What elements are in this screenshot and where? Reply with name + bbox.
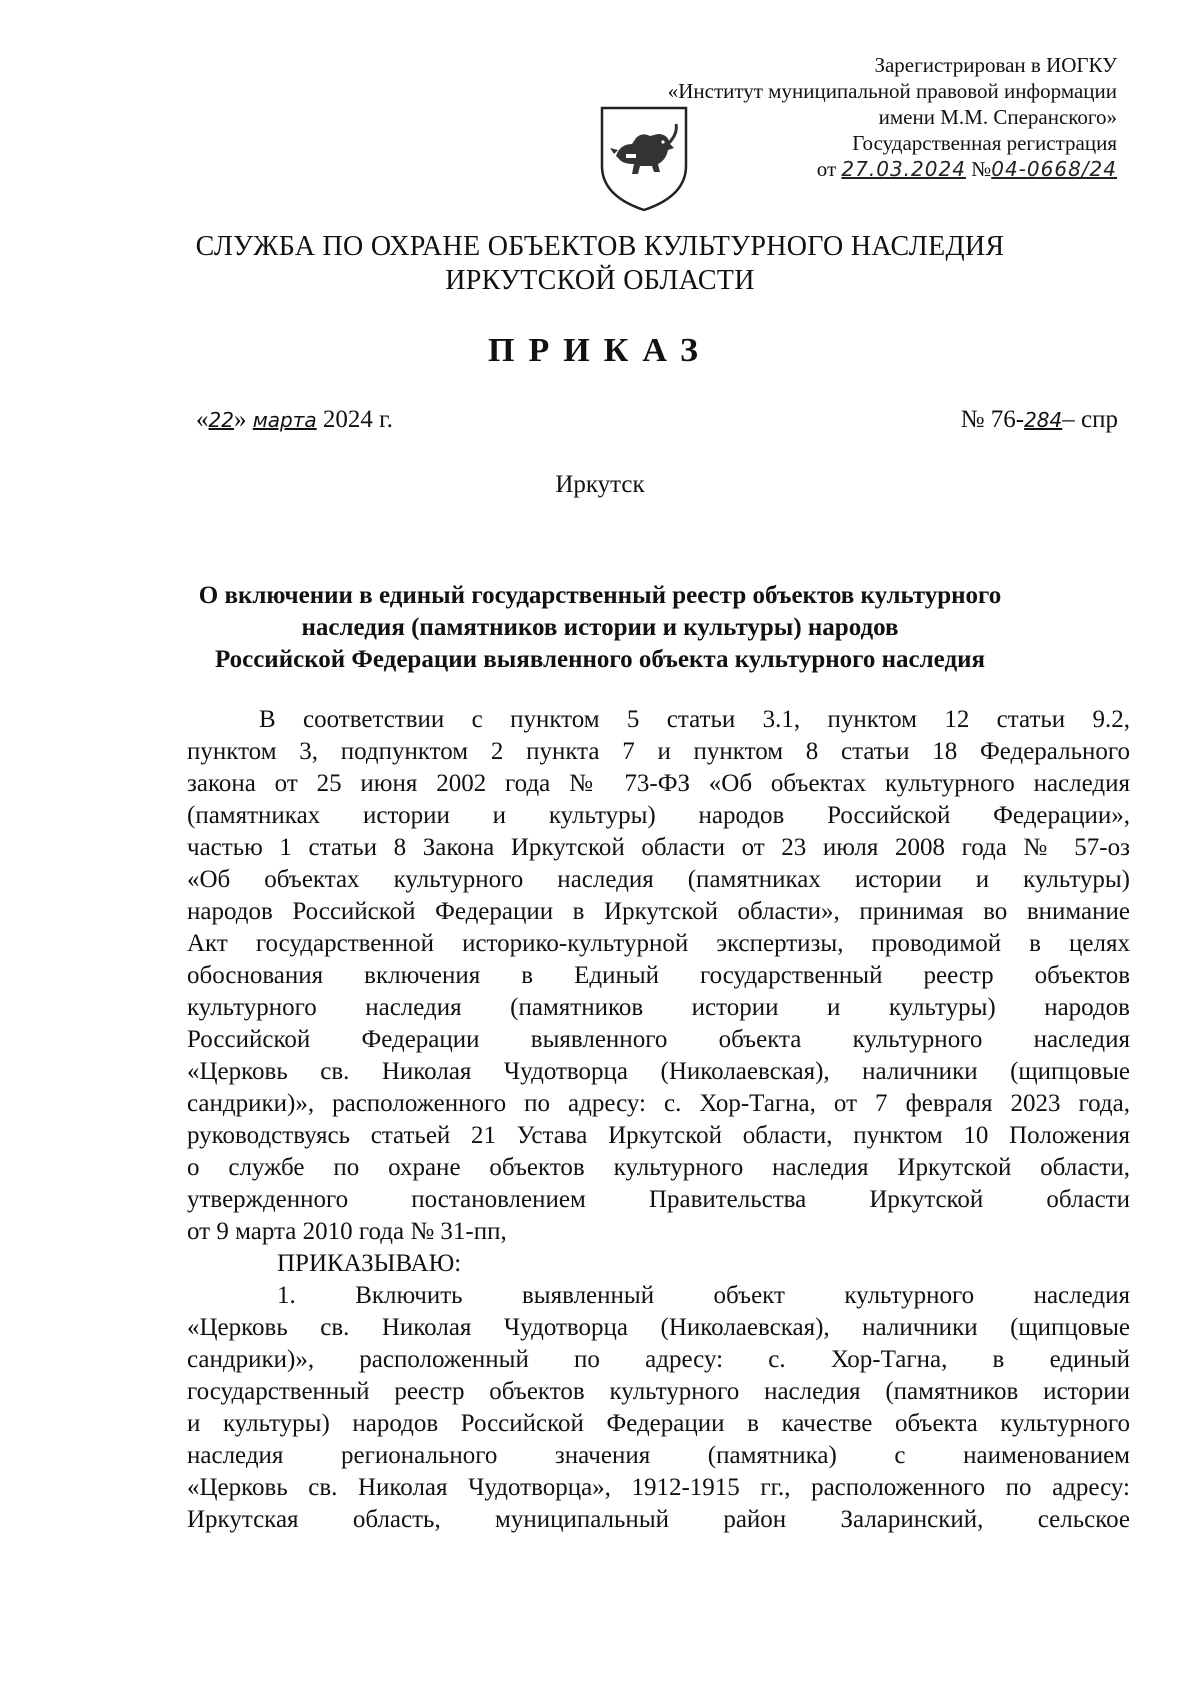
body-line: «Церковь св. Николая Чудотворца», 1912-1915 гг., расположенного по адресу: (187, 1474, 1130, 1501)
body-line: закона от 25 июня 2002 года № 73-ФЗ «Об объектах культурного наследия (187, 770, 1130, 797)
subject-line-2: наследия (памятников истории и культуры) народов (301, 614, 899, 641)
body-line: «Церковь св. Николая Чудотворца (Николаевская), наличники (щипцовые (187, 1314, 1130, 1341)
order-body (187, 704, 1130, 1536)
city-name: Иркутск (555, 471, 645, 498)
agency-line-2: ИРКУТСКОЙ ОБЛАСТИ (445, 265, 755, 296)
agency-name (0, 230, 1200, 298)
body-line: от 9 марта 2010 года № 31-пп, (187, 1218, 507, 1245)
body-line: пунктом 3, подпунктом 2 пункта 7 и пунктом 8 статьи 18 Федерального (187, 738, 1130, 765)
body-line: сандрики)», расположенный по адресу: с. Хор-Тагна, в единый (187, 1346, 1130, 1373)
registration-number-handwritten: 04-0668/24 (991, 157, 1117, 181)
body-line: «Об объектах культурного наследия (памятниках истории и культуры) (187, 866, 1130, 893)
body-line: частью 1 статьи 8 Закона Иркутской области от 23 июля 2008 года № 57-оз (187, 834, 1130, 861)
order-month-handwritten: марта (252, 408, 317, 432)
body-line: о службе по охране объектов культурного наследия Иркутской области, (187, 1154, 1130, 1181)
body-line: наследия регионального значения (памятника) с наименованием (187, 1442, 1130, 1469)
registration-from-label: от (816, 157, 837, 181)
body-line: сандрики)», расположенного по адресу: с. Хор-Тагна, от 7 февраля 2023 года, (187, 1090, 1130, 1117)
body-line: В соответствии с пунктом 5 статьи 3.1, пунктом 12 статьи 9.2, (259, 706, 1130, 733)
order-directive: ПРИКАЗЫВАЮ: (277, 1250, 462, 1277)
document-type-title: ПРИКАЗ (488, 332, 712, 369)
irkutsk-coat-of-arms-icon (596, 104, 692, 214)
date-close-quote: » (233, 406, 247, 433)
body-line: Иркутская область, муниципальный район Заларинский, сельское (187, 1506, 1130, 1533)
registration-number-label: № (971, 157, 992, 181)
order-number (961, 406, 1118, 434)
order-date (196, 406, 393, 434)
registration-line-1: Зарегистрирован в ИОГКУ (874, 53, 1117, 77)
agency-line-1: СЛУЖБА ПО ОХРАНЕ ОБЪЕКТОВ КУЛЬТУРНОГО НАСЛЕДИЯ (195, 231, 1005, 262)
subject-line-3: Российской Федерации выявленного объекта культурного наследия (214, 646, 986, 673)
body-line: Российской Федерации выявленного объекта культурного наследия (187, 1026, 1130, 1053)
registration-line-2: «Институт муниципальной правовой информации (667, 79, 1117, 103)
order-number-prefix: № 76- (960, 406, 1025, 433)
body-line: Акт государственной историко-культурной экспертизы, проводимой в целях (187, 930, 1130, 957)
body-line: утвержденного постановлением Правительства Иркутской области (187, 1186, 1130, 1213)
body-line: обоснования включения в Единый государственный реестр объектов (187, 962, 1130, 989)
order-year: 2024 г. (322, 406, 393, 433)
order-day-handwritten: 22 (208, 408, 234, 432)
body-line: «Церковь св. Николая Чудотворца (Николаевская), наличники (щипцовые (187, 1058, 1130, 1085)
order-number-handwritten: 284 (1024, 408, 1063, 432)
order-subject (170, 580, 1030, 676)
body-line: государственный реестр объектов культурного наследия (памятников истории (187, 1378, 1130, 1405)
subject-line-1: О включении в единый государственный реестр объектов культурного (198, 582, 1002, 609)
registration-date-handwritten: 27.03.2024 (841, 157, 966, 181)
body-line: 1. Включить выявленный объект культурного наследия (277, 1282, 1130, 1309)
body-line: (памятниках истории и культуры) народов Российской Федерации», (187, 802, 1130, 829)
body-line: и культуры) народов Российской Федерации в качестве объекта культурного (187, 1410, 1130, 1437)
body-line: руководствуясь статьей 21 Устава Иркутской области, пунктом 10 Положения (187, 1122, 1130, 1149)
body-line: народов Российской Федерации в Иркутской области», принимая во внимание (187, 898, 1130, 925)
registration-line-4: Государственная регистрация (852, 131, 1117, 155)
body-line: культурного наследия (памятников истории и культуры) народов (187, 994, 1130, 1021)
order-number-suffix: – спр (1062, 406, 1118, 433)
date-open-quote: « (196, 406, 209, 433)
registration-line-3: имени М.М. Сперанского» (878, 105, 1117, 129)
